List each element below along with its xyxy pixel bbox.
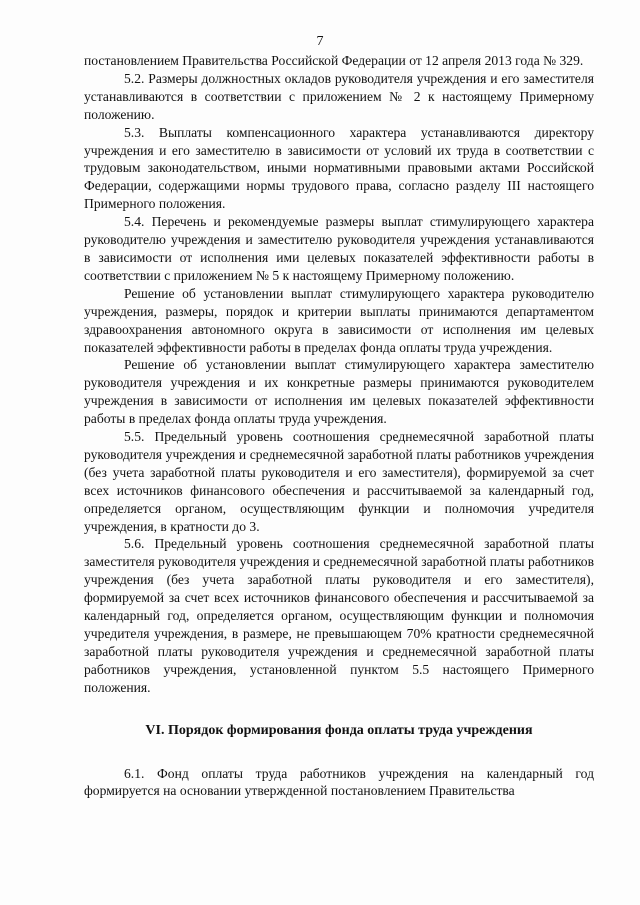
paragraph: Решение об установлении выплат стимулирующего характера руководителю учреждения, размеры, порядок и критерии выплаты принимаются департаментом здравоохранения автономного округа в зависимости от исполнения им целевых показателей эффективности работы в пределах фонда оплаты труда учреждения. — [84, 285, 594, 355]
paragraph: 5.4. Перечень и рекомендуемые размеры выплат стимулирующего характера руководителю учреждения и заместителю руководителя учреждения устанавливаются в зависимости от исполнения ими целевых показателей эффективности работы в соответствии с приложением № 5 к настоящему Примерному положению. — [84, 214, 594, 283]
paragraph: 5.3. Выплаты компенсационного характера устанавливаются директору учреждения и его заместителю в зависимости от условий их труда в соответствии с трудовым законодательством, иными нормативными правовыми актами Российской Федерации, содержащими нормы трудового права, согласно разделу III настоящего Примерного положения. — [84, 124, 594, 212]
section-heading: VI. Порядок формирования фонда оплаты труда учреждения — [145, 722, 533, 738]
paragraphs-before-heading — [84, 52, 594, 697]
paragraphs-after-heading — [84, 765, 594, 801]
document-body — [84, 52, 594, 800]
page-number: 7 — [316, 34, 324, 49]
paragraph: 6.1. Фонд оплаты труда работников учреждения на календарный год формируется на основании утвержденной постановлением Правительства — [84, 765, 594, 799]
paragraph: Решение об установлении выплат стимулирующего характера заместителю руководителя учреждения и их конкретные размеры принимаются руководителем учреждения в зависимости от исполнения им целевых показателей эффективности работы в пределах фонда оплаты труда учреждения. — [84, 357, 594, 427]
paragraph: 5.6. Предельный уровень соотношения среднемесячной заработной платы заместителя руководителя учреждения и среднемесячной заработной платы работников учреждения (без учета заработной платы руководителя и его заместителя), формируемой за счет всех источников финансового обеспечения и рассчитываемой за календарный год, определяется органом, осуществляющим функции и полномочия учредителя учреждения, в размере, не превышающем 70% кратности среднемесячной заработной платы руководителя учреждения и среднемесячной заработной платы работников учреждения, установленной пунктом 5.5 настоящего Примерного положения. — [84, 536, 594, 695]
paragraph: 5.2. Размеры должностных окладов руководителя учреждения и его заместителя устанавливаются в соответствии с приложением № 2 к настоящему Примерному положению. — [84, 70, 594, 122]
paragraph: 5.5. Предельный уровень соотношения среднемесячной заработной платы руководителя учреждения и среднемесячной заработной платы работников учреждения (без учета заработной платы руководителя и его заместителя), формируемой за счет всех источников финансового обеспечения и рассчитываемой за календарный год, определяется органом, осуществляющим функции и полномочия учредителя учреждения, в кратности до 3. — [84, 429, 594, 534]
paragraph: постановлением Правительства Российской Федерации от 12 апреля 2013 года № 329. — [84, 53, 584, 68]
